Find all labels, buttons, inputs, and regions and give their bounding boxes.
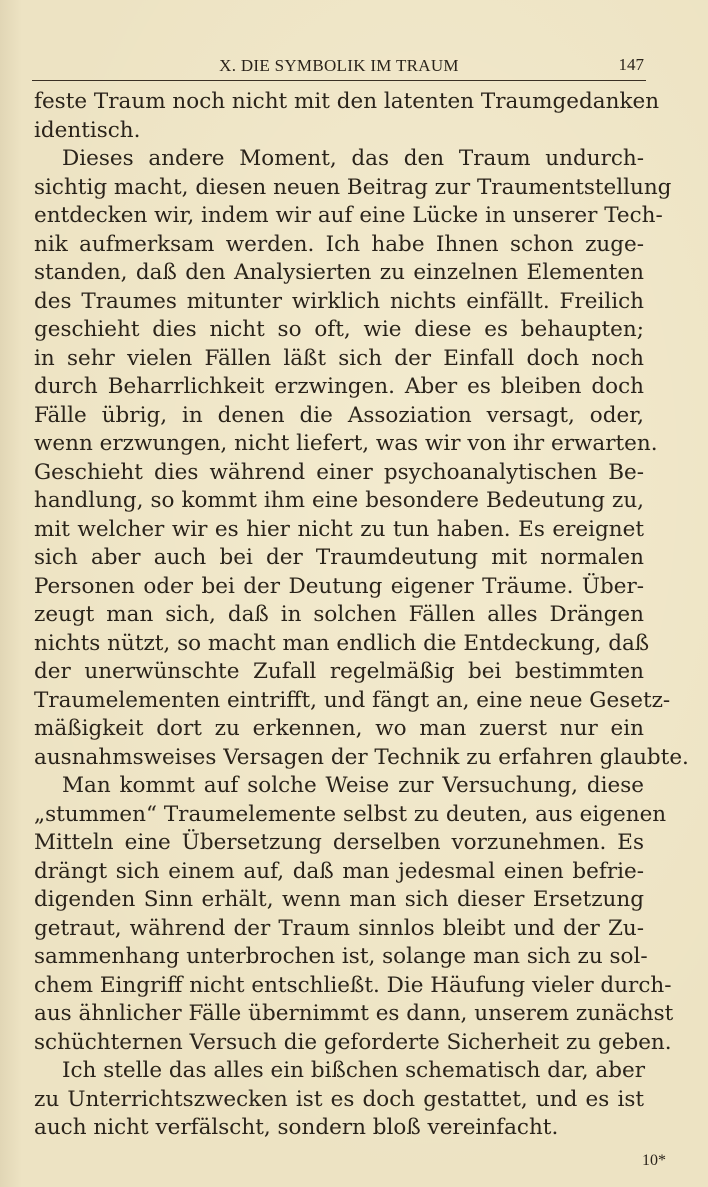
text-line: aus ähnlicher Fälle übernimmt es dann, unserem zunächst <box>34 1001 674 1026</box>
text-line: in sehr vielen Fällen läßt sich der Einfall doch noch <box>34 345 644 371</box>
text-line: des Traumes mitunter wirklich nichts einfällt. Freilich <box>34 288 644 314</box>
body-text <box>34 88 689 1143</box>
running-title: X. DIE SYMBOLIK IM TRAUM <box>219 56 459 75</box>
paragraph <box>34 1057 644 1143</box>
text-line: Man kommt auf solche Weise zur Versuchung, diese <box>62 773 644 798</box>
text-line: zu Unterrichtszwecken ist es doch gestattet, und es ist <box>34 1086 644 1112</box>
text-line: standen, daß den Analysierten zu einzelnen Elementen <box>34 260 644 285</box>
text-line: sammenhang unterbrochen ist, solange man sich zu sol- <box>34 944 648 969</box>
text-line: chem Eingriff nicht entschließt. Die Häufung vieler durch- <box>34 972 672 998</box>
text-line: wenn erzwungen, nicht liefert, was wir von ihr erwarten. <box>34 431 658 456</box>
text-line: sich aber auch bei der Traumdeutung mit normalen <box>34 545 644 570</box>
text-line: feste Traum noch nicht mit den latenten Traumgedanken <box>34 89 660 114</box>
text-line: Geschieht dies während einer psychoanalytischen Be- <box>34 459 644 485</box>
signature-mark: 10* <box>642 1152 666 1169</box>
text-line: Fälle übrig, in denen die Assoziation versagt, oder, <box>34 402 644 428</box>
text-line: Dieses andere Moment, das den Traum undurch- <box>62 146 644 171</box>
paragraph <box>34 772 674 1057</box>
text-line: entdecken wir, indem wir auf eine Lücke in unserer Tech- <box>34 203 663 228</box>
text-line: durch Beharrlichkeit erzwingen. Aber es bleiben doch <box>34 374 644 399</box>
page-number: 147 <box>618 55 644 74</box>
text-line: Personen oder bei der Deutung eigener Träume. Über- <box>34 573 644 599</box>
text-line: ausnahmsweises Versagen der Technik zu erfahren glaubte. <box>34 744 689 770</box>
text-line: schüchternen Versuch die geforderte Sicherheit zu geben. <box>34 1029 672 1055</box>
text-line: der unerwünschte Zufall regelmäßig bei bestimmten <box>34 659 644 684</box>
text-line: auch nicht verfälscht, sondern bloß vereinfacht. <box>34 1115 559 1140</box>
text-line: nichts nützt, so macht man endlich die Entdeckung, daß <box>34 630 650 656</box>
text-line: getraut, während der Traum sinnlos bleibt und der Zu- <box>34 915 644 941</box>
text-line: digenden Sinn erhält, wenn man sich dieser Ersetzung <box>34 887 644 912</box>
text-line: Traumelementen eintrifft, und fängt an, eine neue Gesetz- <box>34 687 671 713</box>
text-line: identisch. <box>34 117 141 143</box>
paragraph <box>34 145 689 772</box>
text-line: sichtig macht, diesen neuen Beitrag zur Traumentstellung <box>34 174 672 200</box>
paragraph <box>34 88 660 145</box>
text-line: zeugt man sich, daß in solchen Fällen alles Drängen <box>34 602 644 627</box>
text-line: Ich stelle das alles ein bißchen schematisch dar, aber <box>62 1058 645 1083</box>
text-line: „stummen“ Traumelemente selbst zu deuten, aus eigenen <box>34 801 667 827</box>
text-line: Mitteln eine Übersetzung derselben vorzunehmen. Es <box>34 830 644 855</box>
text-line: handlung, so kommt ihm eine besondere Bedeutung zu, <box>34 488 644 513</box>
page-header <box>32 54 646 81</box>
text-line: nik aufmerksam werden. Ich habe Ihnen schon zuge- <box>34 231 644 257</box>
text-line: geschieht dies nicht so oft, wie diese es behaupten; <box>34 317 644 342</box>
text-line: mäßigkeit dort zu erkennen, wo man zuerst nur ein <box>34 716 644 741</box>
text-line: drängt sich einem auf, daß man jedesmal einen befrie- <box>34 858 644 884</box>
text-line: mit welcher wir es hier nicht zu tun haben. Es ereignet <box>34 516 644 542</box>
